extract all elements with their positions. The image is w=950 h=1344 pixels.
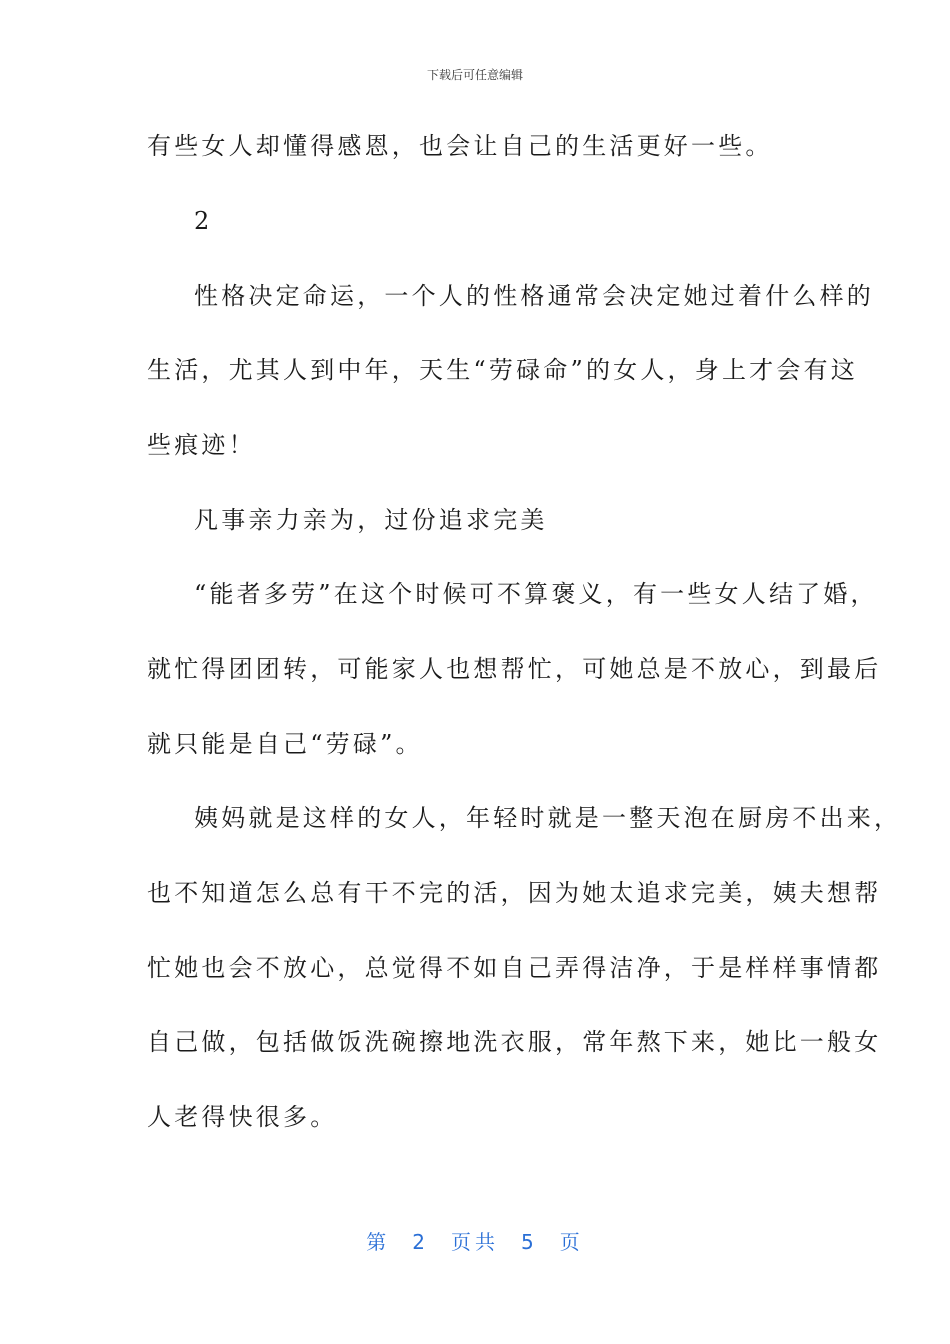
body-line-1: 有些女人却懂得感恩，也会让自己的生活更好一些。 bbox=[147, 132, 773, 160]
body-line-11: 也不知道怎么总有干不完的活，因为她太追求完美，姨夫想帮 bbox=[147, 879, 882, 907]
body-line-5: 些痕迹！ bbox=[147, 431, 256, 459]
page-suffix: 页 bbox=[559, 1230, 584, 1254]
page-total: 5 bbox=[521, 1230, 538, 1254]
header-note: 下载后可任意编辑 bbox=[426, 68, 523, 82]
page-current: 2 bbox=[412, 1230, 429, 1254]
body-line-13: 自己做，包括做饭洗碗擦地洗衣服，常年熬下来，她比一般女 bbox=[147, 1028, 882, 1056]
body-line-12: 忙她也会不放心，总觉得不如自己弄得洁净，于是样样事情都 bbox=[147, 954, 882, 982]
body-line-8: 就忙得团团转，可能家人也想帮忙，可她总是不放心，到最后 bbox=[147, 655, 882, 683]
page-prefix: 第 bbox=[366, 1230, 391, 1254]
body-line-9: 就只能是自己“劳碌”。 bbox=[147, 730, 423, 758]
body-line-3: 性格决定命运，一个人的性格通常会决定她过着什么样的 bbox=[194, 282, 874, 310]
section-number: 2 bbox=[194, 207, 213, 235]
page-middle: 页共 bbox=[451, 1230, 499, 1254]
page-footer bbox=[0, 1226, 950, 1255]
body-line-4: 生活，尤其人到中年，天生“劳碌命”的女人，身上才会有这 bbox=[147, 356, 858, 384]
body-line-14: 人老得快很多。 bbox=[147, 1103, 338, 1131]
body-line-10: 姨妈就是这样的女人，年轻时就是一整天泡在厨房不出来， bbox=[194, 804, 902, 832]
body-line-7: “能者多劳”在这个时候可不算褒义，有一些女人结了婚， bbox=[194, 580, 878, 608]
subheading: 凡事亲力亲为，过份追求完美 bbox=[194, 506, 548, 534]
